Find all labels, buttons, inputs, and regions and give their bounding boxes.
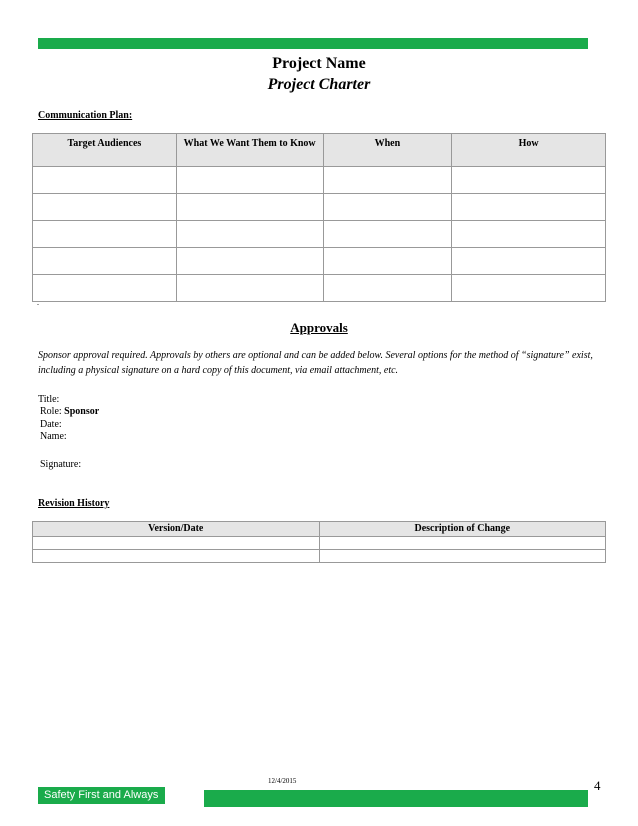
project-title: Project Name — [272, 55, 366, 72]
footer-date: 12/4/2015 — [268, 777, 297, 785]
table-cell[interactable] — [33, 537, 320, 550]
name-label: Name: — [40, 431, 67, 442]
table-cell[interactable] — [452, 194, 606, 221]
approvals-description: Sponsor approval required. Approvals by others are optional and can be added below. Several options for the method of “signature” exist, including a physical signature on a hard copy of this document, via email attachment, etc. — [38, 350, 593, 376]
table-cell[interactable] — [33, 248, 177, 275]
table-cell[interactable] — [452, 248, 606, 275]
table-cell[interactable] — [323, 275, 452, 302]
table-cell[interactable] — [176, 221, 323, 248]
stray-period: . — [37, 298, 39, 307]
table-cell[interactable] — [319, 550, 606, 563]
table-cell[interactable] — [33, 194, 177, 221]
table-cell[interactable] — [176, 275, 323, 302]
document-subtitle: Project Charter — [267, 76, 371, 93]
role-value: Sponsor — [64, 406, 100, 417]
footer-tagline: Safety First and Always — [38, 787, 165, 804]
table-header-row — [33, 522, 606, 537]
column-header: Description of Change — [319, 522, 606, 537]
table-cell[interactable] — [176, 167, 323, 194]
table-cell[interactable] — [33, 550, 320, 563]
table-row — [33, 167, 606, 194]
table-cell[interactable] — [319, 537, 606, 550]
table-cell[interactable] — [323, 194, 452, 221]
table-row — [33, 275, 606, 302]
revision-history-table — [32, 521, 606, 563]
column-header: Version/Date — [33, 522, 320, 537]
table-cell[interactable] — [452, 221, 606, 248]
table-cell[interactable] — [323, 221, 452, 248]
page-number: 4 — [594, 778, 601, 793]
table-header-row — [33, 134, 606, 167]
table-row — [33, 537, 606, 550]
title-label: Title: — [38, 394, 60, 405]
table-row — [33, 194, 606, 221]
table-cell[interactable] — [176, 194, 323, 221]
approvals-heading: Approvals — [290, 320, 348, 335]
column-header: When — [323, 134, 452, 167]
table-cell[interactable] — [33, 221, 177, 248]
table-cell[interactable] — [176, 248, 323, 275]
role-field — [40, 406, 99, 418]
top-accent-bar — [38, 38, 588, 49]
column-header: How — [452, 134, 606, 167]
signature-label: Signature: — [40, 459, 82, 470]
table-cell[interactable] — [323, 167, 452, 194]
table-cell[interactable] — [33, 167, 177, 194]
communication-plan-table — [32, 133, 606, 302]
communication-plan-label: Communication Plan: — [38, 110, 133, 121]
table-row — [33, 248, 606, 275]
date-label: Date: — [40, 419, 62, 430]
table-cell[interactable] — [452, 167, 606, 194]
table-cell[interactable] — [33, 275, 177, 302]
column-header: What We Want Them to Know — [176, 134, 323, 167]
table-row — [33, 221, 606, 248]
table-cell[interactable] — [323, 248, 452, 275]
table-row — [33, 550, 606, 563]
column-header: Target Audiences — [33, 134, 177, 167]
role-label: Role: — [40, 406, 62, 417]
revision-history-label: Revision History — [38, 498, 110, 509]
footer-accent-bar — [204, 790, 588, 807]
table-cell[interactable] — [452, 275, 606, 302]
